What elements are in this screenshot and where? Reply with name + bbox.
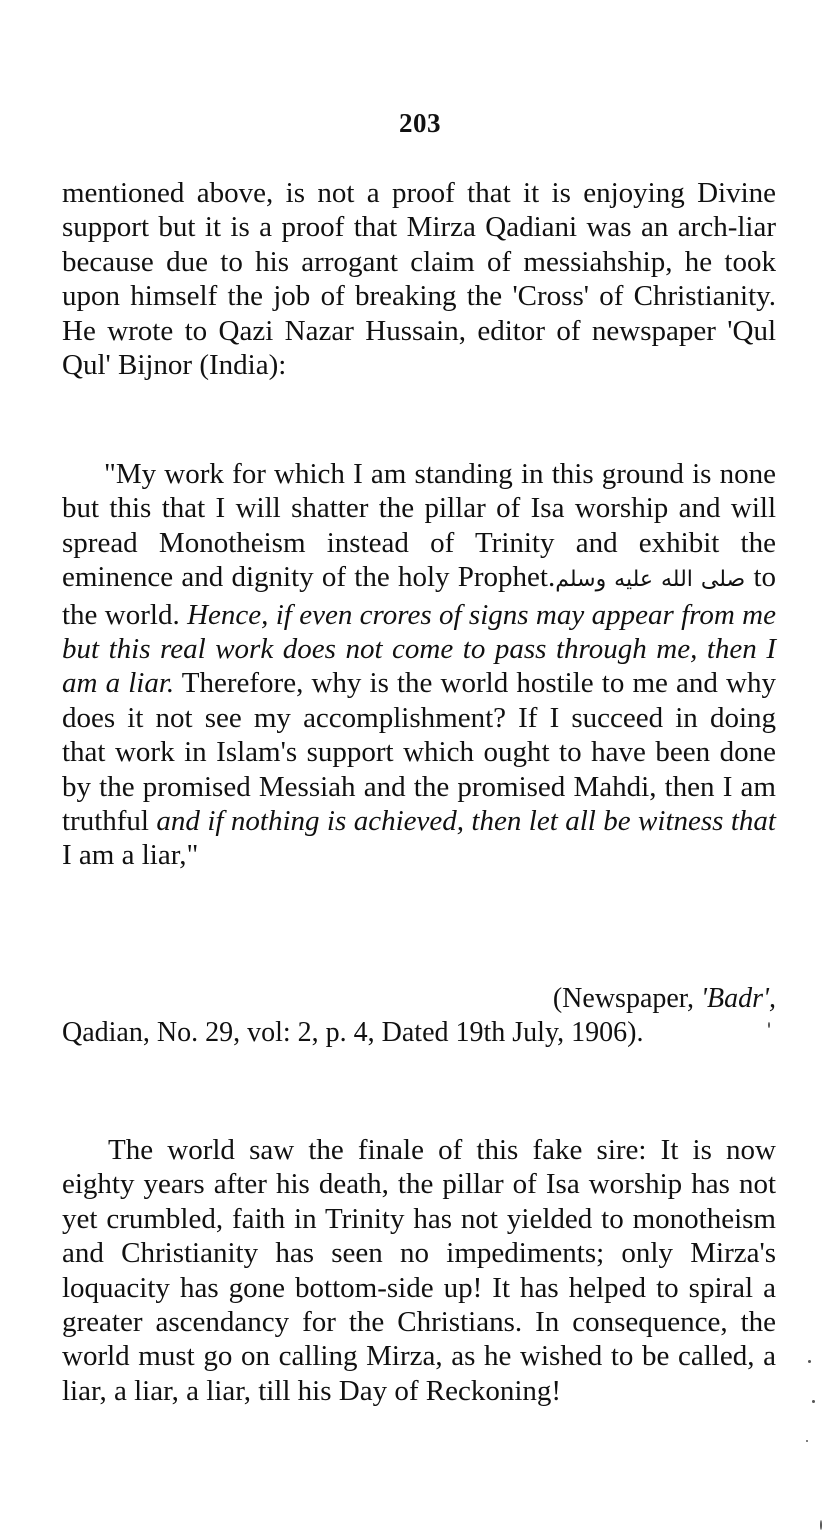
page-number: 203 <box>399 108 441 138</box>
quote-text-part1: "My work for which I am standing in this ground is none but this that I will shatter the pillar of Isa worship and will spread Monotheism instead of Trinity and exhibit the eminence and dignity of the holy Prophet. <box>62 458 776 594</box>
quote-text-part3: Therefore, why is the world hostile to me and why does it not see my accomplishment? If I succeed in doing that work in Islam's support which ought to have been done by the promised Messiah and the promised Mahdi, then I am truthful <box>62 667 776 838</box>
scan-speck <box>768 1022 770 1028</box>
citation-source: 'Badr', <box>701 983 776 1014</box>
citation <box>62 982 776 1050</box>
scan-speck <box>808 1360 811 1363</box>
paragraph-conclusion: The world saw the finale of this fake sire: It is now eighty years after his death, the pillar of Isa worship has not yet crumbled, faith in Trinity has not yielded to monotheism and Christianity has seen no impediments; only Mirza's loquacity has gone bottom-side up! It has helped to spiral a greater ascendancy for the Christians. In consequence, the world must go on calling Mirza, as he wished to be called, a liar, a liar, a liar, till his Day of Reckoning! <box>62 1134 776 1407</box>
scan-speck <box>820 1520 822 1530</box>
quote-text-part2: to the world. <box>62 561 777 631</box>
scan-speck <box>806 1440 808 1442</box>
paragraph-intro: mentioned above, is not a proof that it is enjoying Divine support but it is a proof that Mirza Qadiani was an arch-liar because due to his arrogant claim of messiahship, he took upon himself the job of breaking the 'Cross' of Christianity. He wrote to Qazi Nazar Hussain, editor of newspaper 'Qul Qul' Bijnor (India): <box>62 177 776 382</box>
quote-text-part4: I am a liar," <box>62 839 199 872</box>
quote-italic-part2: and if nothing is achieved, then let all be witness that <box>156 805 776 838</box>
arabic-honorific: صلى الله عليه وسلم <box>555 567 746 593</box>
citation-prefix: (Newspaper, <box>552 983 702 1014</box>
quote-italic-part1: Hence, if even crores of signs may appear from me but this real work does not come to pass through me, then I am a liar. <box>62 598 776 700</box>
quotation-block <box>62 457 776 873</box>
citation-line-2: Qadian, No. 29, vol: 2, p. 4, Dated 19th July, 1906). <box>62 1017 644 1048</box>
citation-line-1 <box>62 982 776 1016</box>
scan-speck <box>812 1400 815 1403</box>
